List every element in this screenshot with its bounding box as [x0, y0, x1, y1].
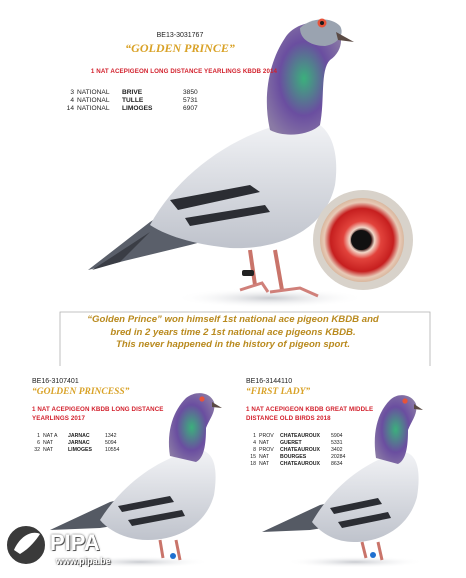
result-city: LIMOGES	[68, 446, 92, 453]
result-place: 8	[253, 446, 256, 453]
table-row	[62, 96, 201, 104]
table-row	[62, 104, 201, 112]
result-level: NAT A	[43, 432, 58, 439]
result-level: NATIONAL	[77, 96, 110, 104]
result-level: NATIONAL	[77, 88, 110, 96]
left-bird-title	[32, 405, 192, 423]
table-row	[62, 88, 201, 96]
table-row	[30, 446, 122, 453]
result-level: PROV	[259, 446, 274, 453]
main-bird-title: 1 NAT ACEPIGEON LONG DISTANCE YEARLINGS KBDB 2014	[90, 68, 278, 75]
result-place: 15	[250, 454, 256, 461]
table-row	[248, 432, 348, 439]
result-level: NAT	[259, 454, 269, 461]
table-row	[248, 454, 348, 461]
result-birds: 5904	[331, 432, 343, 439]
result-place: 18	[250, 461, 256, 468]
main-ring-number: BE13-3031767	[156, 32, 204, 39]
result-city: CHATEAUROUX	[280, 461, 320, 468]
table-row	[30, 432, 122, 439]
result-level: NATIONAL	[77, 104, 110, 112]
result-city: CHATEAUROUX	[280, 446, 320, 453]
left-bird-name: “GOLDEN PRINCESS”	[32, 387, 130, 397]
result-city: CHATEAUROUX	[280, 432, 320, 439]
result-city: JARNAC	[68, 439, 90, 446]
result-birds: 3850	[183, 88, 198, 96]
result-birds: 6907	[183, 104, 198, 112]
result-birds: 3402	[331, 446, 343, 453]
result-city: BOURGES	[280, 454, 307, 461]
title-line: 1 NAT ACEPIGEON KBDB GREAT MIDDLE	[246, 406, 374, 413]
title-line: 1 NAT ACEPIGEON KBDB LONG DISTANCE	[32, 406, 164, 413]
result-city: GUERET	[280, 439, 302, 446]
result-place: 14	[66, 104, 74, 112]
result-level: NAT	[43, 439, 53, 446]
result-birds: 10554	[105, 446, 120, 453]
eye-closeup-image	[313, 190, 413, 290]
right-results-table	[248, 432, 348, 468]
right-ring-number: BE16-3144110	[246, 378, 293, 385]
table-row	[30, 439, 122, 446]
result-birds: 1342	[105, 432, 117, 439]
result-city: BRIVE	[122, 88, 143, 96]
story-line: “Golden Prince” won himself 1st national ace pigeon KBDB and	[87, 314, 379, 325]
story-line: This never happened in the history of pigeon sport.	[115, 339, 350, 350]
result-level: NAT	[43, 446, 53, 453]
title-line: DISTANCE OLD BIRDS 2018	[246, 415, 331, 422]
left-ring-number: BE16-3107401	[32, 378, 79, 385]
result-place: 6	[37, 439, 40, 446]
story-line: bred in 2 years time 2 1st national ace pigeons KBDB.	[110, 326, 356, 338]
result-city: TULLE	[122, 96, 144, 104]
table-row	[248, 439, 348, 446]
result-level: NAT	[259, 461, 269, 468]
result-place: 32	[34, 446, 40, 453]
result-place: 1	[37, 432, 40, 439]
result-level: PROV	[259, 432, 274, 439]
pipa-url[interactable]: www.pipa.be	[56, 556, 111, 566]
right-bird-title	[246, 405, 426, 423]
pipa-logo-mark	[6, 525, 46, 565]
story-text	[40, 314, 426, 352]
result-birds: 20284	[331, 454, 346, 461]
right-bird-name: “FIRST LADY”	[246, 387, 311, 397]
table-row	[248, 446, 348, 453]
result-birds: 5331	[331, 439, 343, 446]
left-results-table	[30, 432, 122, 454]
result-city: LIMOGES	[122, 104, 153, 112]
table-row	[248, 461, 348, 468]
main-results-table	[62, 88, 201, 113]
result-place: 4	[70, 96, 74, 104]
result-place: 4	[253, 439, 256, 446]
title-line: YEARLINGS 2017	[32, 415, 85, 422]
result-level: NAT	[259, 439, 269, 446]
main-bird-name: “GOLDEN PRINCE”	[125, 41, 235, 55]
result-place: 1	[253, 432, 256, 439]
pipa-logo-text: PIPA	[50, 530, 100, 555]
result-city: JARNAC	[68, 432, 90, 439]
result-birds: 8634	[331, 461, 343, 468]
result-place: 3	[70, 88, 74, 96]
result-birds: 5731	[183, 96, 198, 104]
result-birds: 5094	[105, 439, 117, 446]
